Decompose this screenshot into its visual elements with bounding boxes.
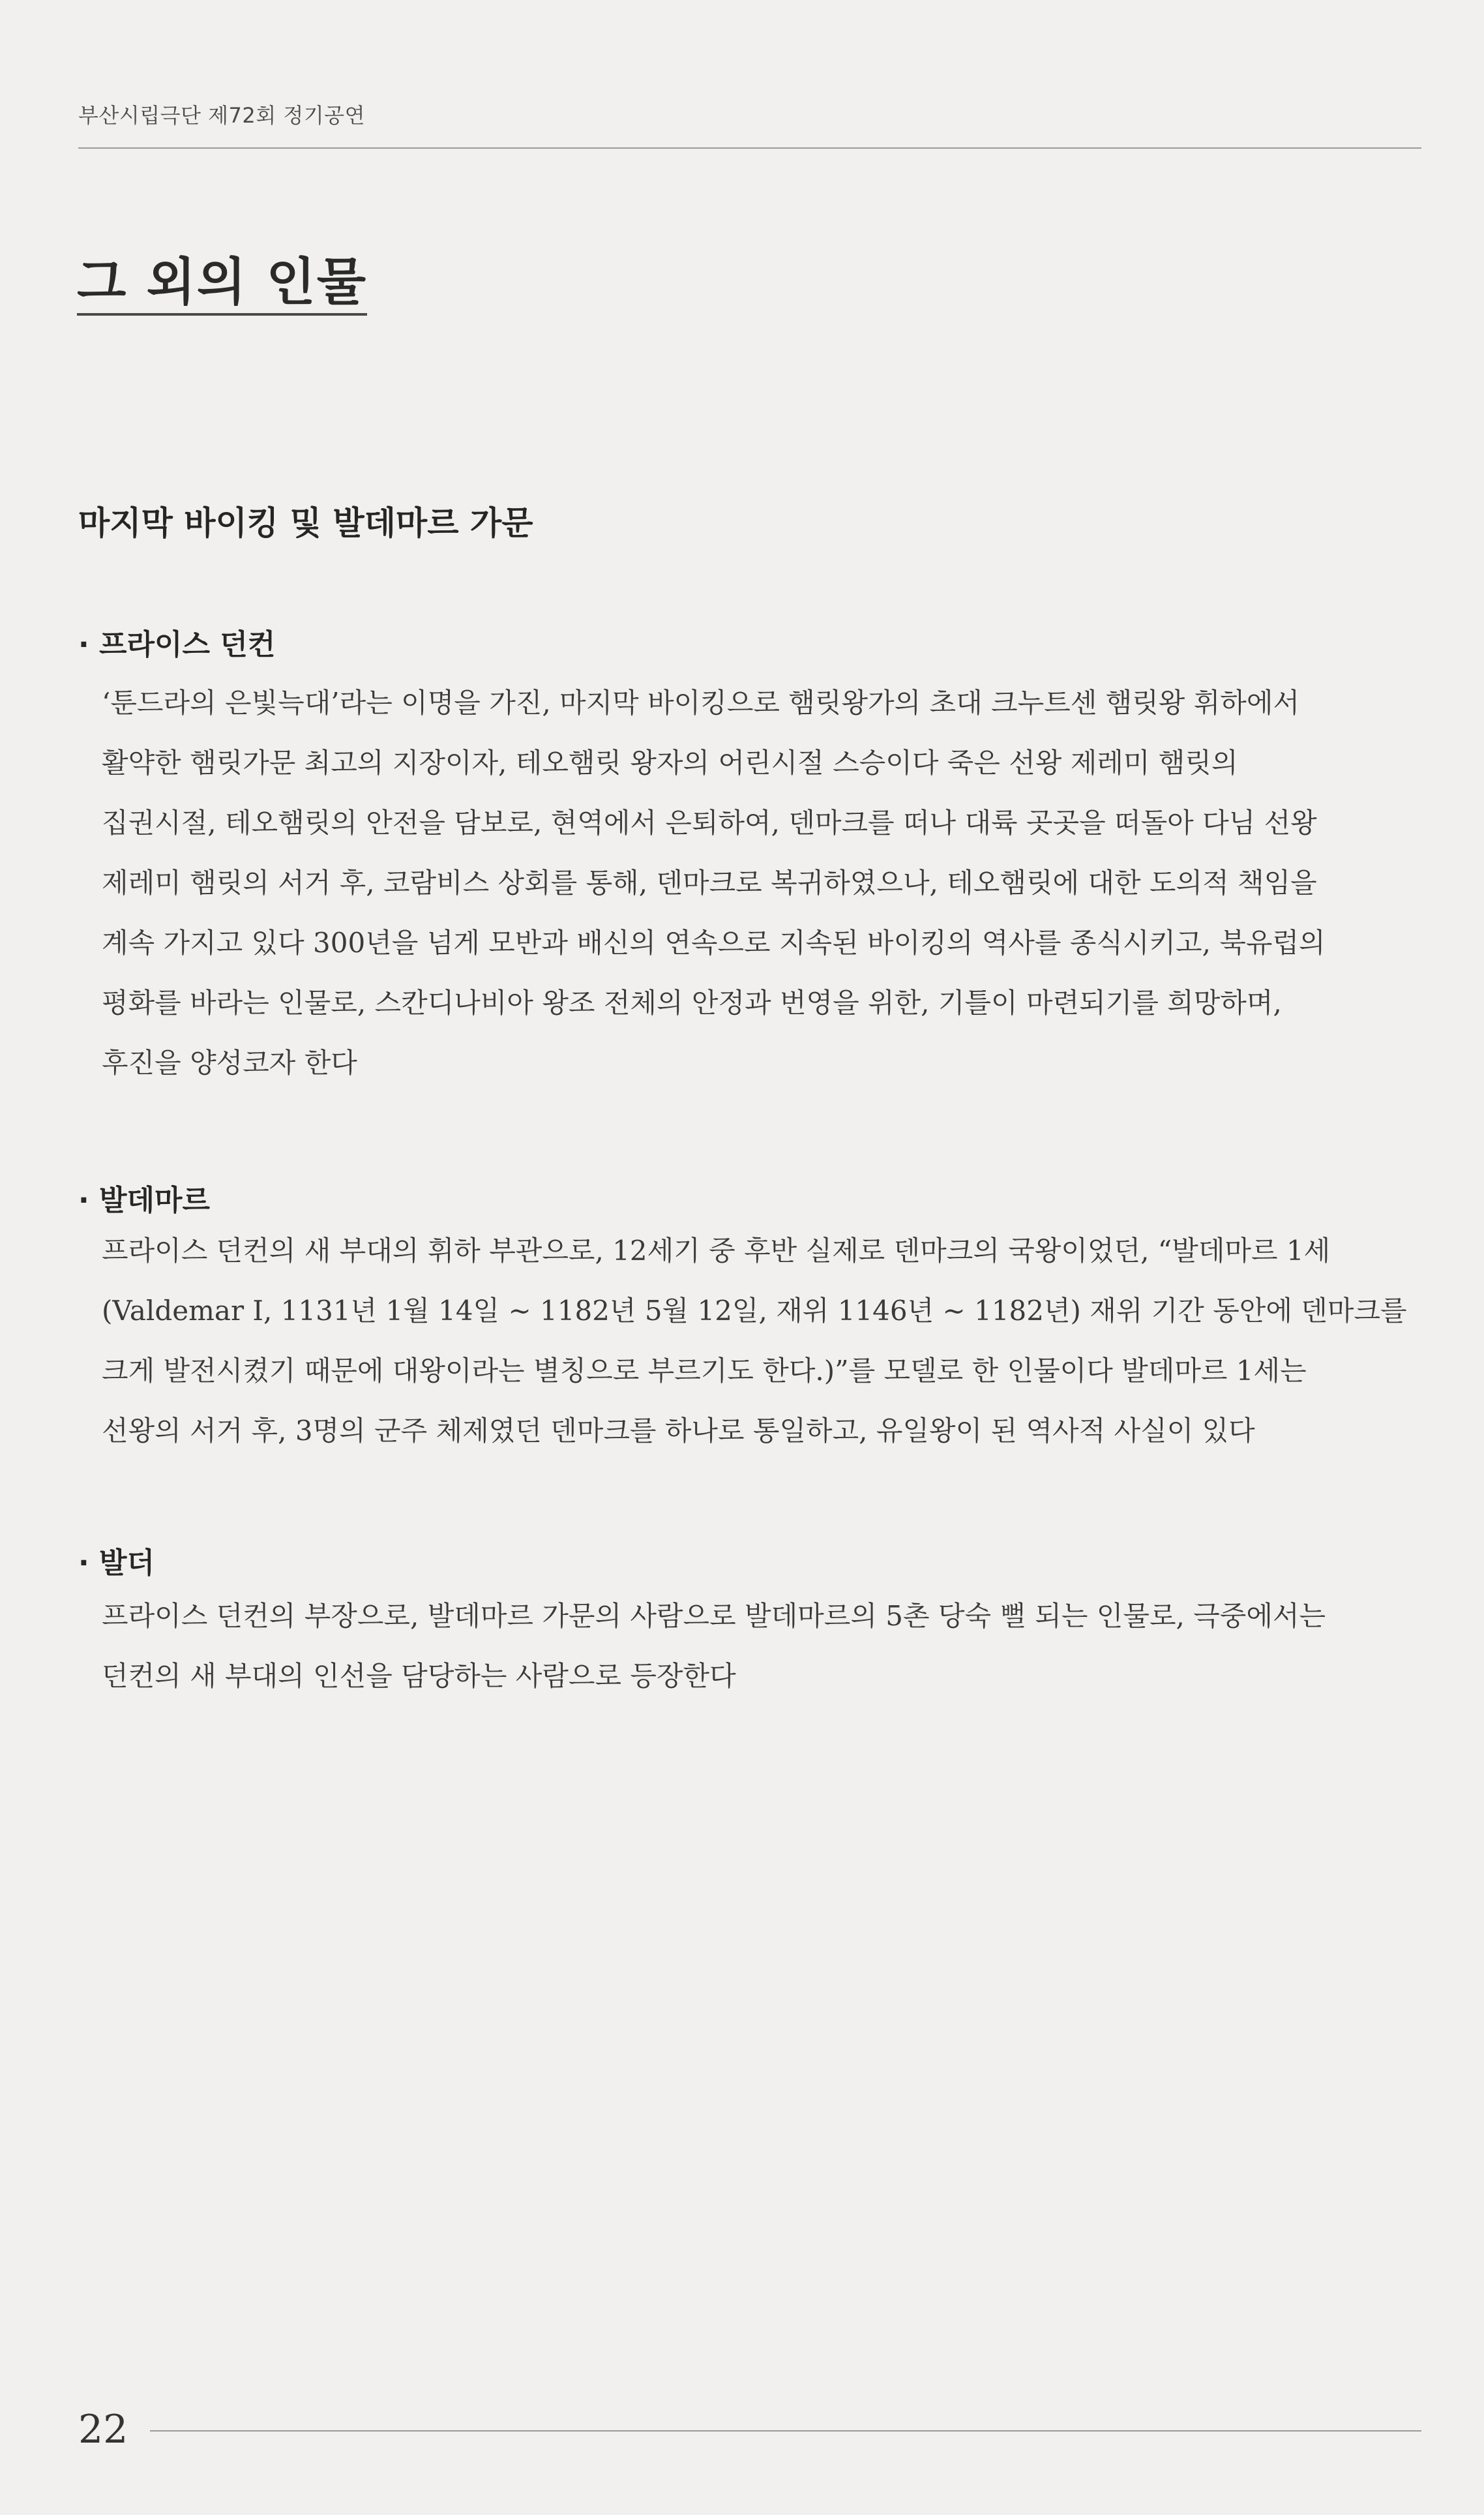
- body-line: 집권시절, 테오햄릿의 안전을 담보로, 현역에서 은퇴하여, 덴마크를 떠나 대륙 곳곳을 떠돌아 다님 선왕: [102, 807, 1317, 839]
- entry-heading-balder: · 발더: [78, 1546, 155, 1580]
- body-line: 선왕의 서거 후, 3명의 군주 체제였던 덴마크를 하나로 통일하고, 유일왕이 된 역사적 사실이 있다: [102, 1415, 1255, 1447]
- body-line: 평화를 바라는 인물로, 스칸디나비아 왕조 전체의 안정과 번영을 위한, 기틀이 마련되기를 희망하며,: [102, 987, 1282, 1019]
- body-line: 크게 발전시켰기 때문에 대왕이라는 별칭으로 부르기도 한다.)”를 모델로 한 인물이다 발데마르 1세는: [102, 1355, 1307, 1387]
- body-line: 프라이스 던컨의 새 부대의 휘하 부관으로, 12세기 중 후반 실제로 덴마크의 국왕이었던, “발데마르 1세: [102, 1235, 1331, 1267]
- running-header: 부산시립극단 제72회 정기공연: [78, 103, 366, 128]
- body-line: 프라이스 던컨의 부장으로, 발데마르 가문의 사람으로 발데마르의 5촌 당숙 뻘 되는 인물로, 극중에서는: [102, 1600, 1326, 1632]
- section-heading: 마지막 바이킹 및 발데마르 가문: [78, 504, 533, 542]
- body-line: 제레미 햄릿의 서거 후, 코람비스 상회를 통해, 덴마크로 복귀하였으나, 테오햄릿에 대한 도의적 책임을: [102, 867, 1317, 899]
- body-line: (Valdemar I, 1131년 1월 14일 ~ 1182년 5월 12일, 재위 1146년 ~ 1182년) 재위 기간 동안에 덴마크를: [102, 1295, 1407, 1327]
- entry-heading-price-duncan: · 프라이스 던컨: [78, 628, 276, 661]
- body-line: 던컨의 새 부대의 인선을 담당하는 사람으로 등장한다: [102, 1660, 736, 1692]
- header-divider: [78, 147, 1421, 149]
- page-number: 22: [78, 2407, 128, 2452]
- body-line: ‘툰드라의 은빛늑대’라는 이명을 가진, 마지막 바이킹으로 햄릿왕가의 초대 크누트센 햄릿왕 휘하에서: [102, 687, 1300, 719]
- footer-divider: [150, 2430, 1421, 2432]
- entry-body-balder: [102, 1586, 1421, 1706]
- body-line: 활약한 햄릿가문 최고의 지장이자, 테오햄릿 왕자의 어린시절 스승이다 죽은 선왕 제레미 햄릿의: [102, 747, 1238, 779]
- entry-body-valdemar: [102, 1221, 1421, 1461]
- page-title: 그 외의 인물: [77, 254, 367, 316]
- entry-body-price-duncan: [102, 673, 1421, 1093]
- body-line: 후진을 양성코자 한다: [102, 1047, 357, 1079]
- entry-heading-valdemar: · 발데마르: [78, 1184, 211, 1217]
- body-line: 계속 가지고 있다 300년을 넘게 모반과 배신의 연속으로 지속된 바이킹의 역사를 종식시키고, 북유럽의: [102, 927, 1326, 959]
